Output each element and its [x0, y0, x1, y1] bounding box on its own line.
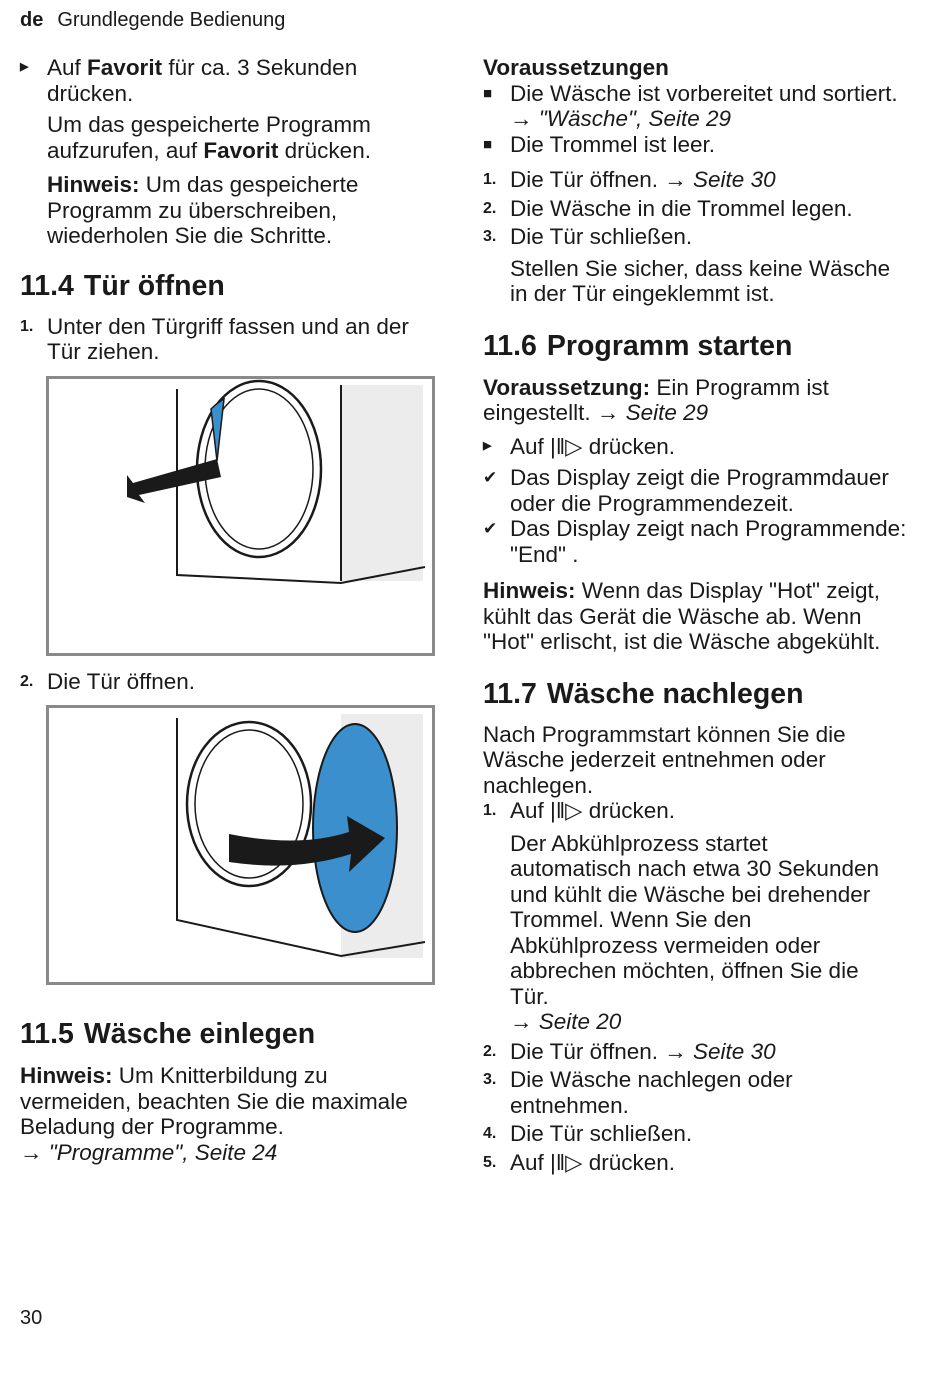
triangle-bullet-icon: ▶ — [483, 439, 492, 452]
start-prerequisite: Voraussetzung: Ein Programm ist eingestellt. → Seite 29 — [483, 374, 829, 425]
load-step-3: 3. Die Tür schließen. — [483, 224, 693, 249]
door-step-2: 2. Die Tür öffnen. — [20, 668, 196, 694]
left-column — [20, 55, 440, 1165]
section-title-11-4: 11.4 Tür öffnen — [20, 269, 225, 302]
load-step-2: 2. Die Wäsche in die Trommel legen. — [483, 195, 853, 221]
start-result-2: ✔ Das Display zeigt nach Programmende: "End" . — [483, 516, 907, 567]
programme-xref[interactable]: → "Programme", Seite 24 — [20, 1139, 278, 1165]
start-pause-icon: |‖▷ — [550, 1149, 583, 1175]
load-step-1: 1. Die Tür öffnen. → Seite 30 — [483, 167, 776, 192]
section-title-11-6: 11.6 Programm starten — [483, 329, 793, 362]
favorite-step: ▶ Auf Favorit für ca. 3 Sekunden drücken. — [20, 55, 358, 106]
hint-hot: Hinweis: Wenn das Display "Hot" zeigt, kühlt das Gerät die Wäsche ab. Wenn "Hot" erlischt, ist die Wäsche abgekühlt. — [483, 578, 881, 654]
reload-step-3: 3. Die Wäsche nachlegen oder entnehmen. — [483, 1067, 793, 1118]
open-door-figure — [46, 705, 435, 985]
page-number: 30 — [20, 1307, 43, 1329]
triangle-bullet-icon: ▶ — [20, 61, 29, 73]
prerequisites-title: Voraussetzungen — [483, 55, 669, 80]
square-bullet-icon: ■ — [483, 84, 493, 102]
header-title: Grundlegende Bedienung — [57, 9, 286, 31]
start-result-1: ✔ Das Display zeigt die Programmdauer oder die Programmendezeit. — [483, 465, 889, 516]
reload-step-2: 2. Die Tür öffnen. → Seite 30 — [483, 1038, 776, 1064]
section-title-11-5: 11.5 Wäsche einlegen — [20, 1018, 316, 1050]
recall-note: Um das gespeicherte Programm aufzurufen, auf Favorit drücken. — [47, 112, 371, 163]
reload-intro: Nach Programmstart können Sie die Wäsche jederzeit entnehmen oder nachlegen. — [483, 721, 846, 798]
check-icon: ✔ — [483, 468, 498, 487]
page-header — [20, 9, 285, 32]
favorit-button-label: Favorit — [87, 55, 163, 80]
start-action: ▶ Auf |‖▷ drücken. — [483, 433, 676, 459]
reload-step-1: 1. Auf |‖▷ drücken. — [483, 798, 676, 823]
hint-overwrite: Hinweis: Um das gespeicherte Programm zu überschreiben, wiederholen Sie die Schritte. — [47, 172, 359, 248]
language-code: de — [20, 9, 44, 31]
cooldown-xref[interactable]: → Seite 20 — [510, 1009, 622, 1034]
start-pause-icon: |‖▷ — [550, 798, 583, 823]
prereq-item-2: ■ Die Trommel ist leer. — [483, 131, 716, 157]
door-step-1: 1. Unter den Türgriff fassen und an der Tür ziehen. — [20, 313, 409, 364]
hint-load-capacity: Hinweis: Um Knitterbildung zu vermeiden, beachten Sie die maximale Beladung der Programme. — [20, 1063, 408, 1139]
load-note: Stellen Sie sicher, dass keine Wäsche in der Tür eingeklemmt ist. — [510, 255, 891, 306]
square-bullet-icon: ■ — [483, 135, 493, 153]
cooldown-note: Der Abkühlprozess startet automatisch nach etwa 30 Sekunden und kühlt die Wäsche bei drehender Trommel. Wenn Sie den Abkühlprozess vermeiden oder abbrechen möchten, öffnen Sie die Tür. — [510, 830, 879, 1009]
waesche-xref[interactable]: → "Wäsche", Seite 29 — [510, 106, 732, 131]
door-xref-2[interactable]: → Seite 30 — [664, 1038, 776, 1064]
right-column — [483, 55, 923, 1175]
door-xref[interactable]: → Seite 30 — [664, 167, 776, 192]
reload-step-5: 5. Auf |‖▷ drücken. — [483, 1149, 676, 1175]
section-title-11-7: 11.7 Wäsche nachlegen — [483, 677, 804, 710]
check-icon: ✔ — [483, 519, 498, 538]
start-pause-icon: |‖▷ — [550, 433, 583, 459]
program-xref[interactable]: → Seite 29 — [596, 400, 709, 425]
door-handle-figure — [46, 376, 435, 656]
prereq-item-1: ■ Die Wäsche ist vorbereitet und sortiert. — [483, 80, 898, 106]
reload-step-4: 4. Die Tür schließen. — [483, 1121, 693, 1146]
